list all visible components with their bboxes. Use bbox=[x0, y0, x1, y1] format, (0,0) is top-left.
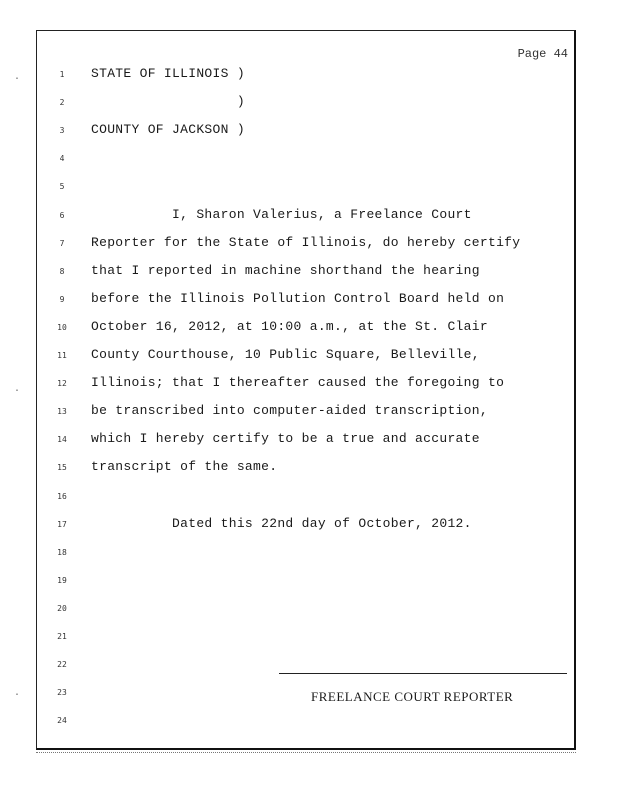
line-number: 15 bbox=[57, 463, 67, 473]
line-number: 5 bbox=[59, 182, 65, 192]
line-number: 18 bbox=[57, 547, 67, 557]
line-text: STATE OF ILLINOIS ) bbox=[91, 66, 245, 81]
line-number: 11 bbox=[57, 351, 67, 360]
line-text: that I reported in machine shorthand the hearing bbox=[91, 262, 480, 278]
line-number: 3 bbox=[59, 126, 65, 136]
line-text: Dated this 22nd day of October, 2012. bbox=[91, 515, 472, 531]
line-number: 9 bbox=[59, 294, 65, 304]
margin-tick-mark: · bbox=[14, 386, 21, 397]
margin-tick-mark: · bbox=[14, 690, 21, 701]
line-number: 14 bbox=[57, 435, 67, 445]
line-text: transcript of the same. bbox=[91, 459, 278, 475]
line-text: be transcribed into computer-aided transcription, bbox=[91, 403, 488, 419]
margin-tick-mark: · bbox=[14, 74, 21, 85]
line-text: Reporter for the State of Illinois, do hereby certify bbox=[91, 234, 521, 250]
line-number: 2 bbox=[59, 98, 65, 108]
line-number: 22 bbox=[57, 660, 67, 670]
line-number: 1 bbox=[59, 70, 65, 79]
line-number: 24 bbox=[57, 716, 67, 726]
line-number: 6 bbox=[59, 210, 65, 220]
line-text: before the Illinois Pollution Control Board held on bbox=[91, 290, 505, 306]
line-number: 7 bbox=[59, 238, 65, 248]
line-text: October 16, 2012, at 10:00 a.m., at the St. Clair bbox=[91, 318, 488, 334]
line-text: County Courthouse, 10 Public Square, Belleville, bbox=[91, 347, 480, 362]
line-number: 12 bbox=[57, 379, 67, 389]
line-text: Illinois; that I thereafter caused the foregoing to bbox=[91, 375, 505, 391]
signature-label: FREELANCE COURT REPORTER bbox=[311, 689, 514, 704]
line-number: 13 bbox=[57, 407, 67, 417]
line-text: I, Sharon Valerius, a Freelance Court bbox=[91, 206, 472, 222]
signature-line bbox=[279, 673, 567, 674]
line-text: which I hereby certify to be a true and accurate bbox=[91, 431, 480, 447]
page-label: Page 44 bbox=[517, 47, 568, 61]
line-number: 20 bbox=[57, 603, 67, 613]
line-number: 10 bbox=[57, 322, 67, 332]
page-bottom-edge bbox=[36, 752, 576, 753]
line-number: 23 bbox=[57, 688, 67, 698]
line-number: 21 bbox=[57, 632, 67, 641]
line-number: 17 bbox=[57, 519, 67, 529]
line-text: ) bbox=[91, 94, 245, 110]
line-number: 19 bbox=[57, 575, 67, 585]
line-text: COUNTY OF JACKSON ) bbox=[91, 122, 245, 138]
line-number: 4 bbox=[59, 154, 65, 164]
line-number: 8 bbox=[59, 266, 65, 276]
transcript-page bbox=[36, 30, 576, 750]
line-number: 16 bbox=[57, 491, 67, 501]
